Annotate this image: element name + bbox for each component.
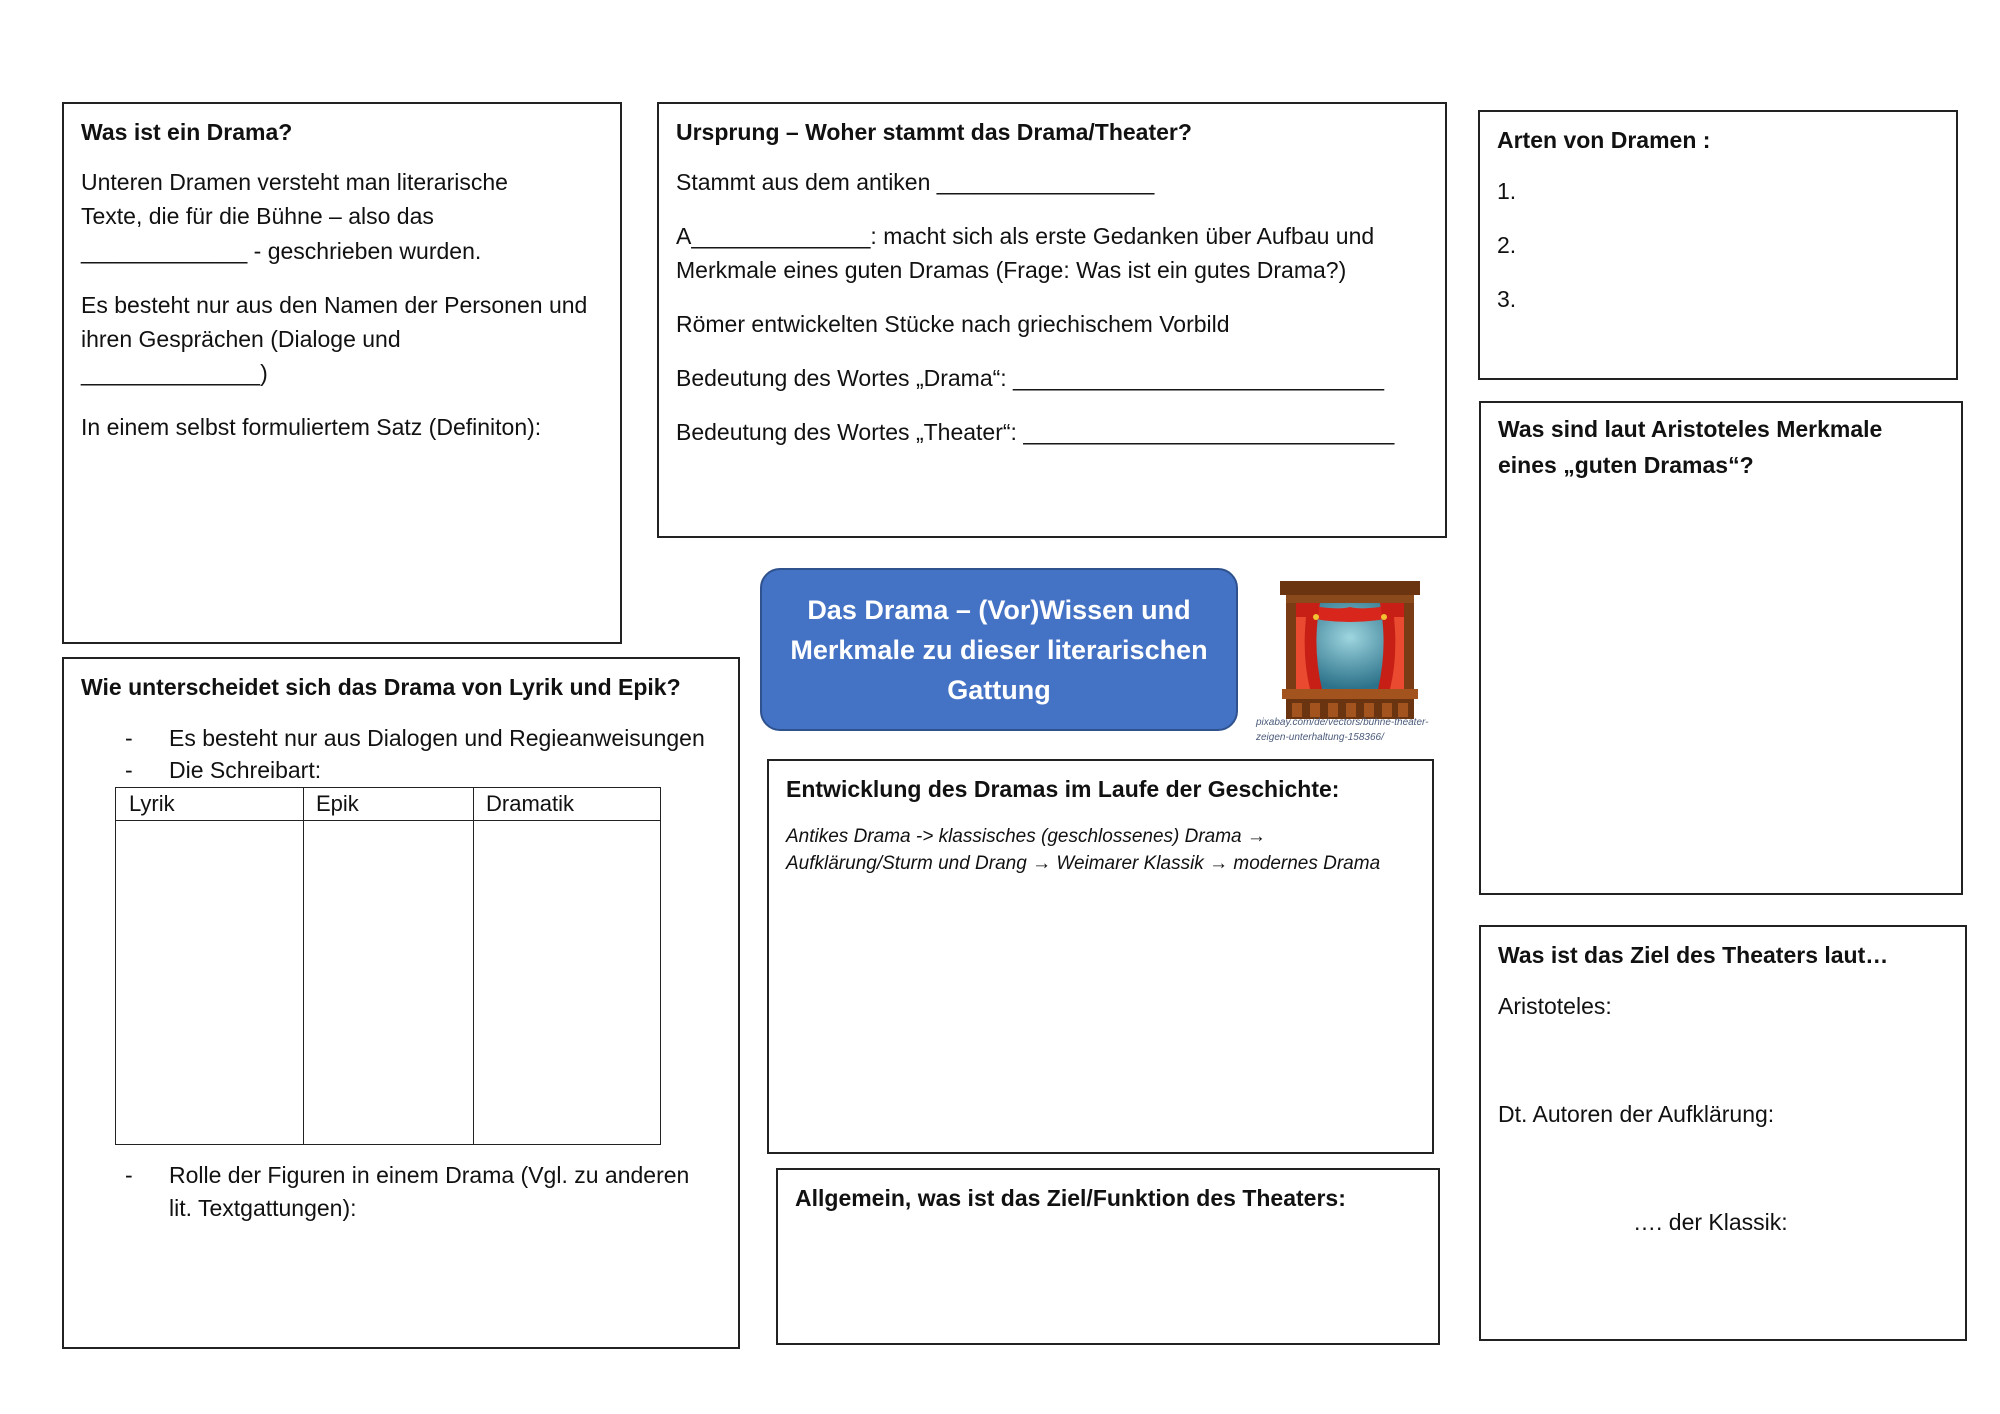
text-line: Bedeutung des Wortes „Drama“: _____________________________ — [676, 365, 1385, 391]
box-title: Ursprung – Woher stammt das Drama/Theater? — [676, 119, 1192, 145]
worksheet-title-banner — [760, 568, 1238, 731]
table-header-epik: Epik — [316, 791, 359, 816]
box-ursprung — [657, 102, 1447, 538]
text-line: ______________) — [81, 360, 268, 386]
box-merkmale-gutes-drama — [1479, 401, 1963, 895]
table-header-lyrik: Lyrik — [129, 791, 175, 816]
list-item: 2. — [1497, 232, 1517, 258]
box-title: Was sind laut Aristoteles Merkmale — [1498, 416, 1883, 442]
text-line: Römer entwickelten Stücke nach griechischem Vorbild — [676, 311, 1230, 337]
text-line: Es besteht nur aus den Namen der Personen und — [81, 292, 588, 318]
box-title: Was ist ein Drama? — [81, 119, 293, 145]
label-aristoteles: Aristoteles: — [1498, 993, 1612, 1019]
bullet-item: Die Schreibart: — [169, 757, 322, 783]
table-header-divider — [116, 820, 660, 821]
text-line: _____________ - geschrieben wurden. — [81, 238, 482, 264]
text-line: In einem selbst formuliertem Satz (Definiton): — [81, 414, 542, 440]
bullet-item: Es besteht nur aus Dialogen und Regieanweisungen — [169, 725, 705, 751]
text-line: Texte, die für die Bühne – also das — [81, 203, 434, 229]
bullet-dash: - — [125, 757, 133, 783]
box-title: Allgemein, was ist das Ziel/Funktion des Theaters: — [795, 1185, 1346, 1211]
schreibart-table — [115, 787, 661, 1145]
box-ziel-funktion-theater — [776, 1168, 1440, 1345]
text-line: Antikes Drama -> klassisches (geschlossenes) Drama → — [786, 826, 1266, 847]
box-entwicklung-des-dramas — [767, 759, 1434, 1154]
table-column-divider — [473, 788, 474, 1144]
box-arten-von-dramen — [1478, 110, 1958, 380]
list-item: 3. — [1497, 286, 1517, 312]
image-credit-line: zeigen-unterhaltung-158366/ — [1256, 732, 1384, 743]
box-was-ist-ein-drama — [62, 102, 622, 644]
label-aufklaerung: Dt. Autoren der Aufklärung: — [1498, 1101, 1775, 1127]
box-title: Arten von Dramen : — [1497, 127, 1711, 153]
table-column-divider — [303, 788, 304, 1144]
bullet-item: Rolle der Figuren in einem Drama (Vgl. zu anderen — [169, 1162, 690, 1188]
text-line: Stammt aus dem antiken _________________ — [676, 169, 1155, 195]
text-line: Bedeutung des Wortes „Theater“: _____________________________ — [676, 419, 1395, 445]
table-header-dramatik: Dramatik — [486, 791, 575, 816]
bullet-dash: - — [125, 1162, 133, 1188]
label-klassik: …. der Klassik: — [1633, 1209, 1788, 1235]
box-title: eines „guten Dramas“? — [1498, 452, 1754, 478]
text-line: Unteren Dramen versteht man literarische — [81, 169, 508, 195]
box-title: Was ist das Ziel des Theaters laut… — [1498, 942, 1889, 968]
list-item: 1. — [1497, 178, 1517, 204]
text-line: A______________: macht sich als erste Gedanken über Aufbau und — [676, 223, 1375, 249]
box-title: Wie unterscheidet sich das Drama von Lyrik und Epik? — [81, 674, 681, 700]
worksheet-title: Das Drama – (Vor)Wissen und Merkmale zu dieser literarischen Gattung — [790, 594, 1208, 705]
bullet-dash: - — [125, 725, 133, 751]
text-line: Aufklärung/Sturm und Drang → Weimarer Klassik → modernes Drama — [786, 853, 1381, 874]
text-line: ihren Gesprächen (Dialoge und — [81, 326, 401, 352]
box-drama-lyrik-epik — [62, 657, 740, 1349]
theater-stage-icon — [1276, 577, 1424, 723]
box-title: Entwicklung des Dramas im Laufe der Geschichte: — [786, 776, 1340, 802]
image-credit-line: pixabay.com/de/vectors/bühne-theater- — [1256, 717, 1429, 728]
box-ziel-theater-laut — [1479, 925, 1967, 1341]
bullet-item-continuation: lit. Textgattungen): — [169, 1195, 357, 1221]
text-line: Merkmale eines guten Dramas (Frage: Was ist ein gutes Drama?) — [676, 257, 1347, 283]
